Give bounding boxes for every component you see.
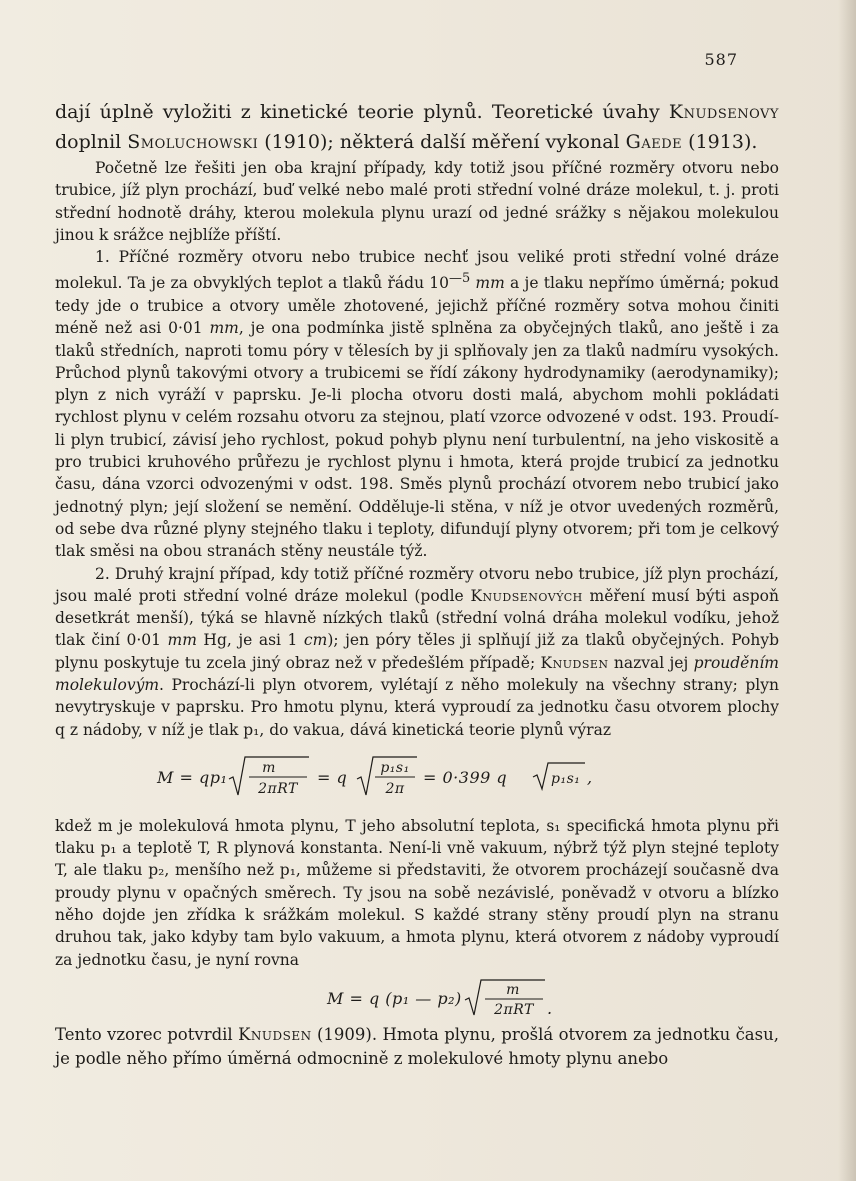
p3-text-c: , je ona podmínka jistě splněna za obyčejných tlaků, ano ještě i za tlaků středních, naproti tomu póry v tělesích by ji splňovaly jen za tlaků nadmíru vysokých. Průchod plynů takovými otvory a trubicemi se řídí zákony hydrodynamiky (aerodynamiky); plyn z nich vyráží v paprsku. Je-li plocha otvoru dosti malá, abychom mohli pokládati rychlost plynu v celém rozsahu otvoru za stejnou, platí vzorce odvozené v odst. 193. Proudí-li plyn trubicí, závisí jeho rychlost, pokud pohyb plynu není turbulentní, na jeho viskositě a pro trubici kruhového průřezu je rychlost plynu i hmota, která projde trubicí za jednotku času, dána vzorci odvozenými v odst. 198. Směs plynů prochází otvorem nebo trubicí jako jednotný plyn; její složení se nemění. Odděluje-li stěna, v níž je otvor uvedených rozměrů, od sebe dva různé plyny stejného tlaku i teploty, difundují plyny otvorem; při tom je celkový tlak směsi na obou stranách stěny neustále týž. <box>55 319 779 561</box>
author-knudsenovy: Knudsenovy <box>668 101 779 123</box>
paragraph-2: Početně lze řešiti jen oba krajní případy, kdy totiž jsou příčné rozměry otvoru nebo trubice, jíž plyn prochází, buď velké nebo malé proti střední volné dráze molekul, t. j. proti střední hodnotě dráhy, kterou molekula plynu urazí od jedné srážky s nějakou molekulou jinou k srážce nejblíže příští. <box>55 159 779 244</box>
formula2-rad-den: 2πRT <box>494 1001 534 1017</box>
paragraph-3 <box>55 246 779 562</box>
p3-exponent: —5 <box>449 271 471 287</box>
author-gaede: Gaede <box>625 131 683 153</box>
formula1-rad2-den: 2π <box>385 780 405 797</box>
formula1-end: , <box>587 767 593 787</box>
author-smoluchowski: Smoluchowski <box>127 131 259 153</box>
formula2-lhs: M = q (p₁ — p₂) <box>327 988 462 1008</box>
p1-text-a: dají úplně vyložiti z kinetické teorie plynů. Teoretické úvahy <box>55 101 669 123</box>
formula1-lhs: M = qp₁ <box>157 767 228 787</box>
p3-text-b: a je tlaku nepřímo úměrná; pokud tedy jde o trubice a otvory uměle zhotovené, jejichž příčné rozměry sotva mohou činiti méně než asi 0·01 <box>55 274 779 338</box>
formula-effusion-svg <box>117 753 717 801</box>
term-molecular-flow: prouděním molekulovým <box>55 653 779 694</box>
p6-text-a: Tento vzorec potvrdil <box>55 1024 239 1044</box>
author-knudsen-2: Knudsen <box>238 1024 312 1044</box>
p4-text-e: nazval jej <box>608 653 694 672</box>
formula2-rad-num: m <box>506 981 520 998</box>
formula1-rad1-den: 2πRT <box>258 780 298 797</box>
p4-text-a: 2. Druhý krajní případ, kdy totiž příčné rozměry otvoru nebo trubice, jíž plyn prochází, jsou malé proti střední volné dráze molekul (podle <box>55 564 779 605</box>
page-number: 587 <box>704 50 738 69</box>
formula-net-flow <box>55 977 779 1017</box>
p3-text-a: 1. Příčné rozměry otvoru nebo trubice nechť jsou veliké proti střední volné dráze molekul. Ta je za obvyklých teplot a tlaků řádu 10 <box>55 248 779 293</box>
body-text <box>55 97 779 1071</box>
author-knudsen: Knudsen <box>540 653 609 672</box>
p4-unit-cm: cm <box>303 631 328 650</box>
p4-text-c: Hg, je asi 1 <box>196 631 304 650</box>
paragraph-4 <box>55 563 779 741</box>
p4-text-f: . Prochází-li plyn otvorem, vylétají z něho molekuly na všechny strany; plyn nevytryskuje v paprsku. Pro hmotu plynu, která vyproudí za jednotku času otvorem plochy q z nádoby, v níž je tlak p₁, do vakua, dává kinetická teorie plynů výraz <box>55 675 779 739</box>
p3-unit-mm-2: mm <box>209 319 239 338</box>
formula1-eq-result: = 0·399 q <box>423 767 508 787</box>
page-edge-shadow <box>838 0 856 1181</box>
p4-unit-mm: mm <box>167 631 197 650</box>
formula2-end: . <box>547 998 553 1017</box>
p1-text-b: doplnil <box>55 131 128 153</box>
paragraph-6 <box>55 1023 779 1071</box>
p3-unit-mm: mm <box>470 274 505 293</box>
formula1-rad1-num: m <box>262 759 276 776</box>
p4-text-b: měření musí býti aspoň desetkrát menší), týká se hlavně nízkých tlaků (střední volná dráha molekul vodíku, jehož tlak činí 0·01 <box>55 586 779 650</box>
p4-text-d: ); jen póry těles ji splňují již za tlaků obyčejných. Pohyb plynu poskytuje tu zcela jiný obraz než v předešlém případě; <box>55 631 779 672</box>
p1-text-c: (1910); některá další měření vykonal <box>258 131 626 153</box>
p1-text-d: (1913). <box>682 131 758 153</box>
formula-effusion <box>55 753 779 801</box>
formula1-eq-q: = q <box>317 767 348 787</box>
paragraph-1 <box>55 97 779 157</box>
formula-net-flow-svg <box>147 977 747 1017</box>
p6-text-b: (1909). Hmota plynu, prošlá otvorem za jednotku času, je podle něho přímo úměrná odmocnině z molekulové hmoty plynu anebo <box>55 1024 779 1068</box>
formula1-rad2-num: p₁s₁ <box>380 759 410 776</box>
paragraph-5: kdež m je molekulová hmota plynu, T jeho absolutní teplota, s₁ specifická hmota plynu při tlaku p₁ a teplotě T, R plynová konstanta. Není-li vně vakuum, nýbrž týž plyn stejné teploty T, ale tlaku p₂, menšího než p₁, můžeme si představiti, že otvorem procházejí současně dva proudy plynu v opačných směrech. Ty jsou na sobě nezávislé, poněvadž v otvoru a blízko něho dojde jen zřídka k srážkám molekul. S každé strany stěny proudí plyn na stranu druhou tak, jako kdyby tam bylo vakuum, a hmota plynu, která otvorem z nádoby vyproudí za jednotku času, je nyní rovna <box>55 816 779 969</box>
author-knudsenovych: Knudsenových <box>470 586 583 605</box>
formula1-rad3: p₁s₁ <box>551 770 581 787</box>
